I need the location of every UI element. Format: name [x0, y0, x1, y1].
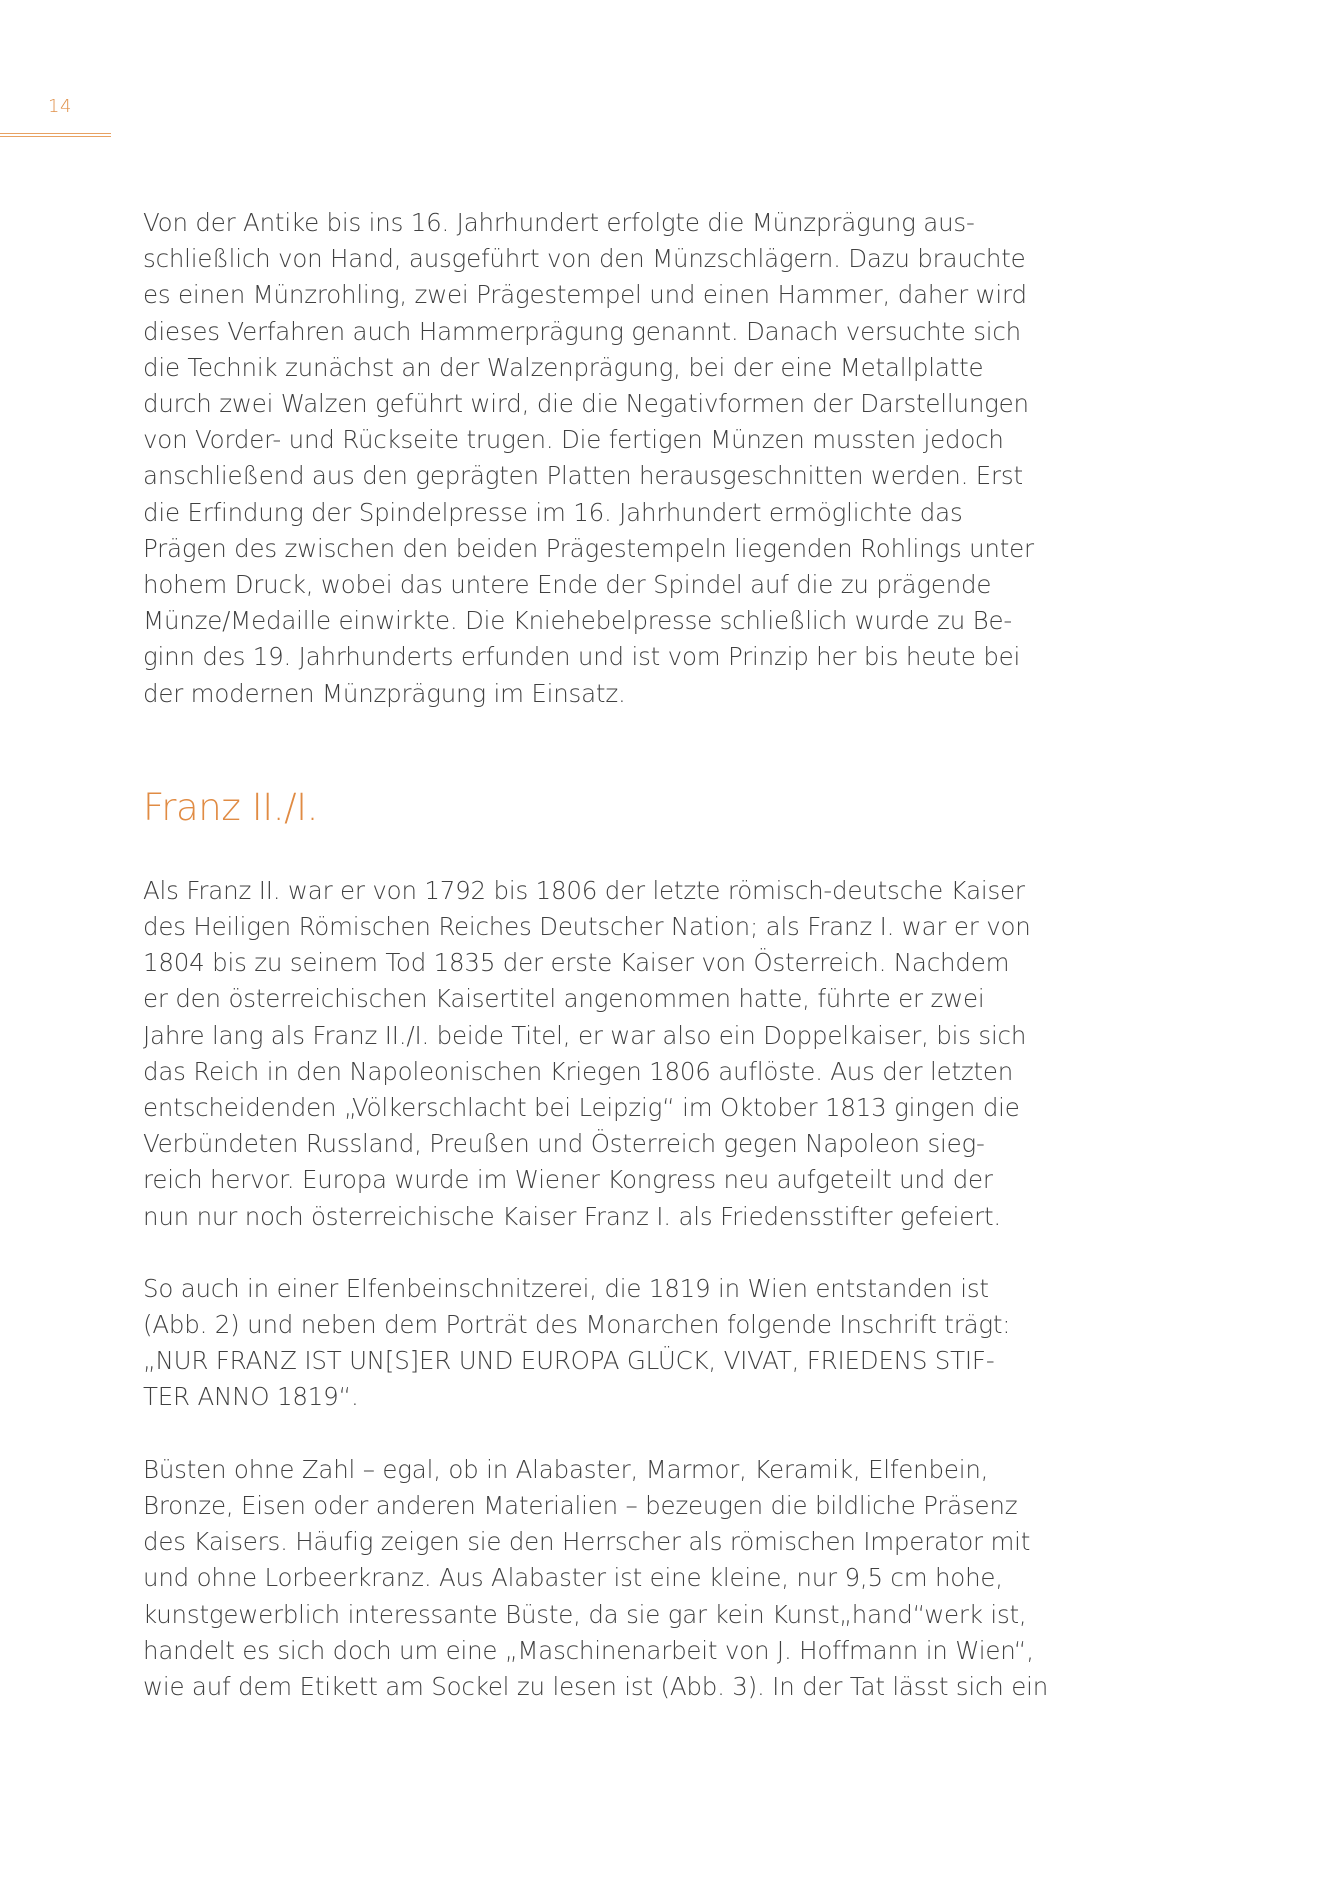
- text-line: durch zwei Walzen geführt wird, die die Negativformen der Darstellungen: [143, 389, 1029, 419]
- article-body: [143, 205, 1049, 1705]
- page-number-rule: [0, 133, 111, 137]
- section-paragraph-2: [143, 1271, 1023, 1416]
- text-line: schließlich von Hand, ausgeführt von den Münzschlägern. Dazu brauchte: [143, 244, 1026, 274]
- text-line: Als Franz II. war er von 1792 bis 1806 der letzte römisch-deutsche Kaiser: [143, 875, 1025, 905]
- spacer: [143, 1416, 1023, 1452]
- text-line: die Technik zunächst an der Walzenprägung, bei der eine Metallplatte: [143, 352, 984, 382]
- text-line: das Reich in den Napoleonischen Kriegen 1806 auflöste. Aus der letzten: [143, 1056, 1014, 1086]
- text-line: So auch in einer Elfenbeinschnitzerei, die 1819 in Wien entstanden ist: [143, 1273, 989, 1303]
- intro-paragraph: [143, 205, 1034, 712]
- spacer: [143, 1235, 1023, 1271]
- text-line: kunstgewerblich interessante Büste, da sie gar kein Kunst„hand“werk ist,: [143, 1599, 1027, 1629]
- section-heading: Franz II./I.: [143, 785, 319, 829]
- text-line: „NUR FRANZ IST UN[S]ER UND EUROPA GLÜCK, VIVAT, FRIEDENS STIF-: [143, 1346, 995, 1376]
- text-line: (Abb. 2) und neben dem Porträt des Monarchen folgende Inschrift trägt:: [143, 1310, 1011, 1340]
- text-line: von Vorder- und Rückseite trugen. Die fertigen Münzen mussten jedoch: [143, 425, 1004, 455]
- text-line: Verbündeten Russland, Preußen und Österreich gegen Napoleon sieg-: [143, 1129, 985, 1159]
- section-paragraph-1: [143, 873, 1031, 1235]
- text-line: die Erfindung der Spindelpresse im 16. Jahrhundert ermöglichte das: [143, 497, 963, 527]
- text-line: hohem Druck, wobei das untere Ende der Spindel auf die zu prägende: [143, 570, 992, 600]
- text-line: Büsten ohne Zahl – egal, ob in Alabaster, Marmor, Keramik, Elfenbein,: [143, 1454, 989, 1484]
- text-line: Prägen des zwischen den beiden Prägestempeln liegenden Rohlings unter: [143, 533, 1034, 563]
- text-line: es einen Münzrohling, zwei Prägestempel und einen Hammer, daher wird: [143, 280, 1027, 310]
- text-line: Münze/Medaille einwirkte. Die Kniehebelpresse schließlich wurde zu Be-: [143, 606, 1012, 636]
- text-line: Von der Antike bis ins 16. Jahrhundert erfolgte die Münzprägung aus-: [143, 208, 975, 237]
- text-line: entscheidenden „Völkerschlacht bei Leipzig“ im Oktober 1813 gingen die: [143, 1093, 1020, 1123]
- page-number: 14: [48, 96, 72, 117]
- text-line: wie auf dem Etikett am Sockel zu lesen ist (Abb. 3). In der Tat lässt sich ein: [143, 1671, 1049, 1701]
- section-paragraph-3: [143, 1452, 1049, 1705]
- text-line: TER ANNO 1819“.: [143, 1382, 359, 1412]
- text-line: und ohne Lorbeerkranz. Aus Alabaster ist eine kleine, nur 9,5 cm hohe,: [143, 1563, 1003, 1593]
- text-line: er den österreichischen Kaisertitel angenommen hatte, führte er zwei: [143, 984, 985, 1014]
- text-line: reich hervor. Europa wurde im Wiener Kongress neu aufgeteilt und der: [143, 1165, 993, 1195]
- spacer: [143, 830, 1023, 873]
- text-line: nun nur noch österreichische Kaiser Franz I. als Friedensstifter gefeiert.: [143, 1201, 1001, 1231]
- text-line: 1804 bis zu seinem Tod 1835 der erste Kaiser von Österreich. Nachdem: [143, 948, 1010, 978]
- text-line: Bronze, Eisen oder anderen Materialien – bezeugen die bildliche Präsenz: [143, 1490, 1018, 1520]
- text-line: des Kaisers. Häufig zeigen sie den Herrscher als römischen Imperator mit: [143, 1527, 1031, 1557]
- text-line: handelt es sich doch um eine „Maschinenarbeit von J. Hoffmann in Wien“,: [143, 1635, 1034, 1665]
- text-line: dieses Verfahren auch Hammerprägung genannt. Danach versuchte sich: [143, 316, 1021, 346]
- spacer: [143, 712, 1023, 786]
- text-line: ginn des 19. Jahrhunderts erfunden und ist vom Prinzip her bis heute bei: [143, 642, 1021, 672]
- text-line: der modernen Münzprägung im Einsatz.: [143, 678, 626, 708]
- text-line: anschließend aus den geprägten Platten herausgeschnitten werden. Erst: [143, 461, 1023, 491]
- text-line: des Heiligen Römischen Reiches Deutscher Nation; als Franz I. war er von: [143, 912, 1031, 942]
- text-line: Jahre lang als Franz II./I. beide Titel, er war also ein Doppelkaiser, bis sich: [143, 1020, 1027, 1050]
